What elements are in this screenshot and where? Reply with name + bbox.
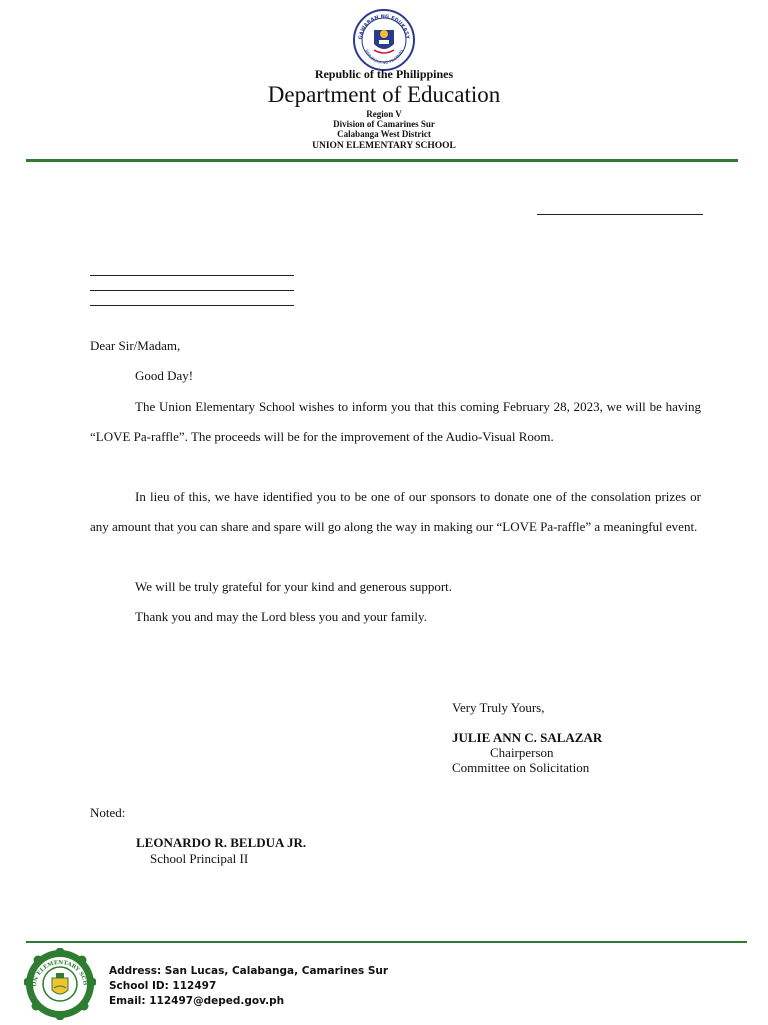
deped-seal-icon [352,8,416,72]
signatory-committee: Committee on Solicitation [452,760,590,775]
recipient-blank-line [90,275,294,276]
paragraph-sponsorship: In lieu of this, we have identified you to be one of our sponsors to donate one of the consolation prizes or any amount that you can share and spare will go along the way in making our “LOVE Pa-raffle” a meaningful event. [90,489,701,534]
signatory-title: Chairperson [490,745,554,760]
principal-title: School Principal II [150,851,249,866]
footer-school-id: School ID: 112497 [109,980,217,992]
region-text: Region V [366,109,402,119]
principal-name: LEONARDO R. BELDUA JR. [136,835,307,850]
footer-divider [26,941,747,943]
recipient-blank-line [90,305,294,306]
salutation: Dear Sir/Madam, [90,338,181,353]
closing: Very Truly Yours, [452,700,545,715]
district-text: Calabanga West District [337,129,431,139]
school-name-text: UNION ELEMENTARY SCHOOL [312,141,456,151]
greeting: Good Day! [135,368,194,383]
division-text: Division of Camarines Sur [333,119,435,129]
seal-text-bottom: REPUBLIKA NG PILIPINAS [364,48,404,66]
seal-text-top: GAWARAN NG EDUKASY [357,13,411,40]
logo-ring-text: ON ELEMENTARY SCH [31,959,88,988]
date-blank-line [537,214,703,215]
department-heading: Department of Education [267,82,501,107]
signatory-name: JULIE ANN C. SALAZAR [452,730,603,745]
header-divider [26,159,738,162]
footer-address: Address: San Lucas, Calabanga, Camarines Sur [109,965,389,977]
school-logo-icon [24,948,96,1020]
blessing-line: Thank you and may the Lord bless you and your family. [135,609,427,624]
republic-heading: Republic of the Philippines [314,67,454,81]
noted-label: Noted: [90,805,126,820]
paragraph-event: The Union Elementary School wishes to inform you that this coming February 28, 2023, we will be having “LOVE Pa-raffle”. The proceeds will be for the improvement of the Audio-Visual Room. [90,399,701,444]
gratitude-line: We will be truly grateful for your kind and generous support. [135,579,453,594]
recipient-blank-line [90,290,294,291]
footer-email[interactable]: Email: 112497@deped.gov.ph [109,995,285,1007]
